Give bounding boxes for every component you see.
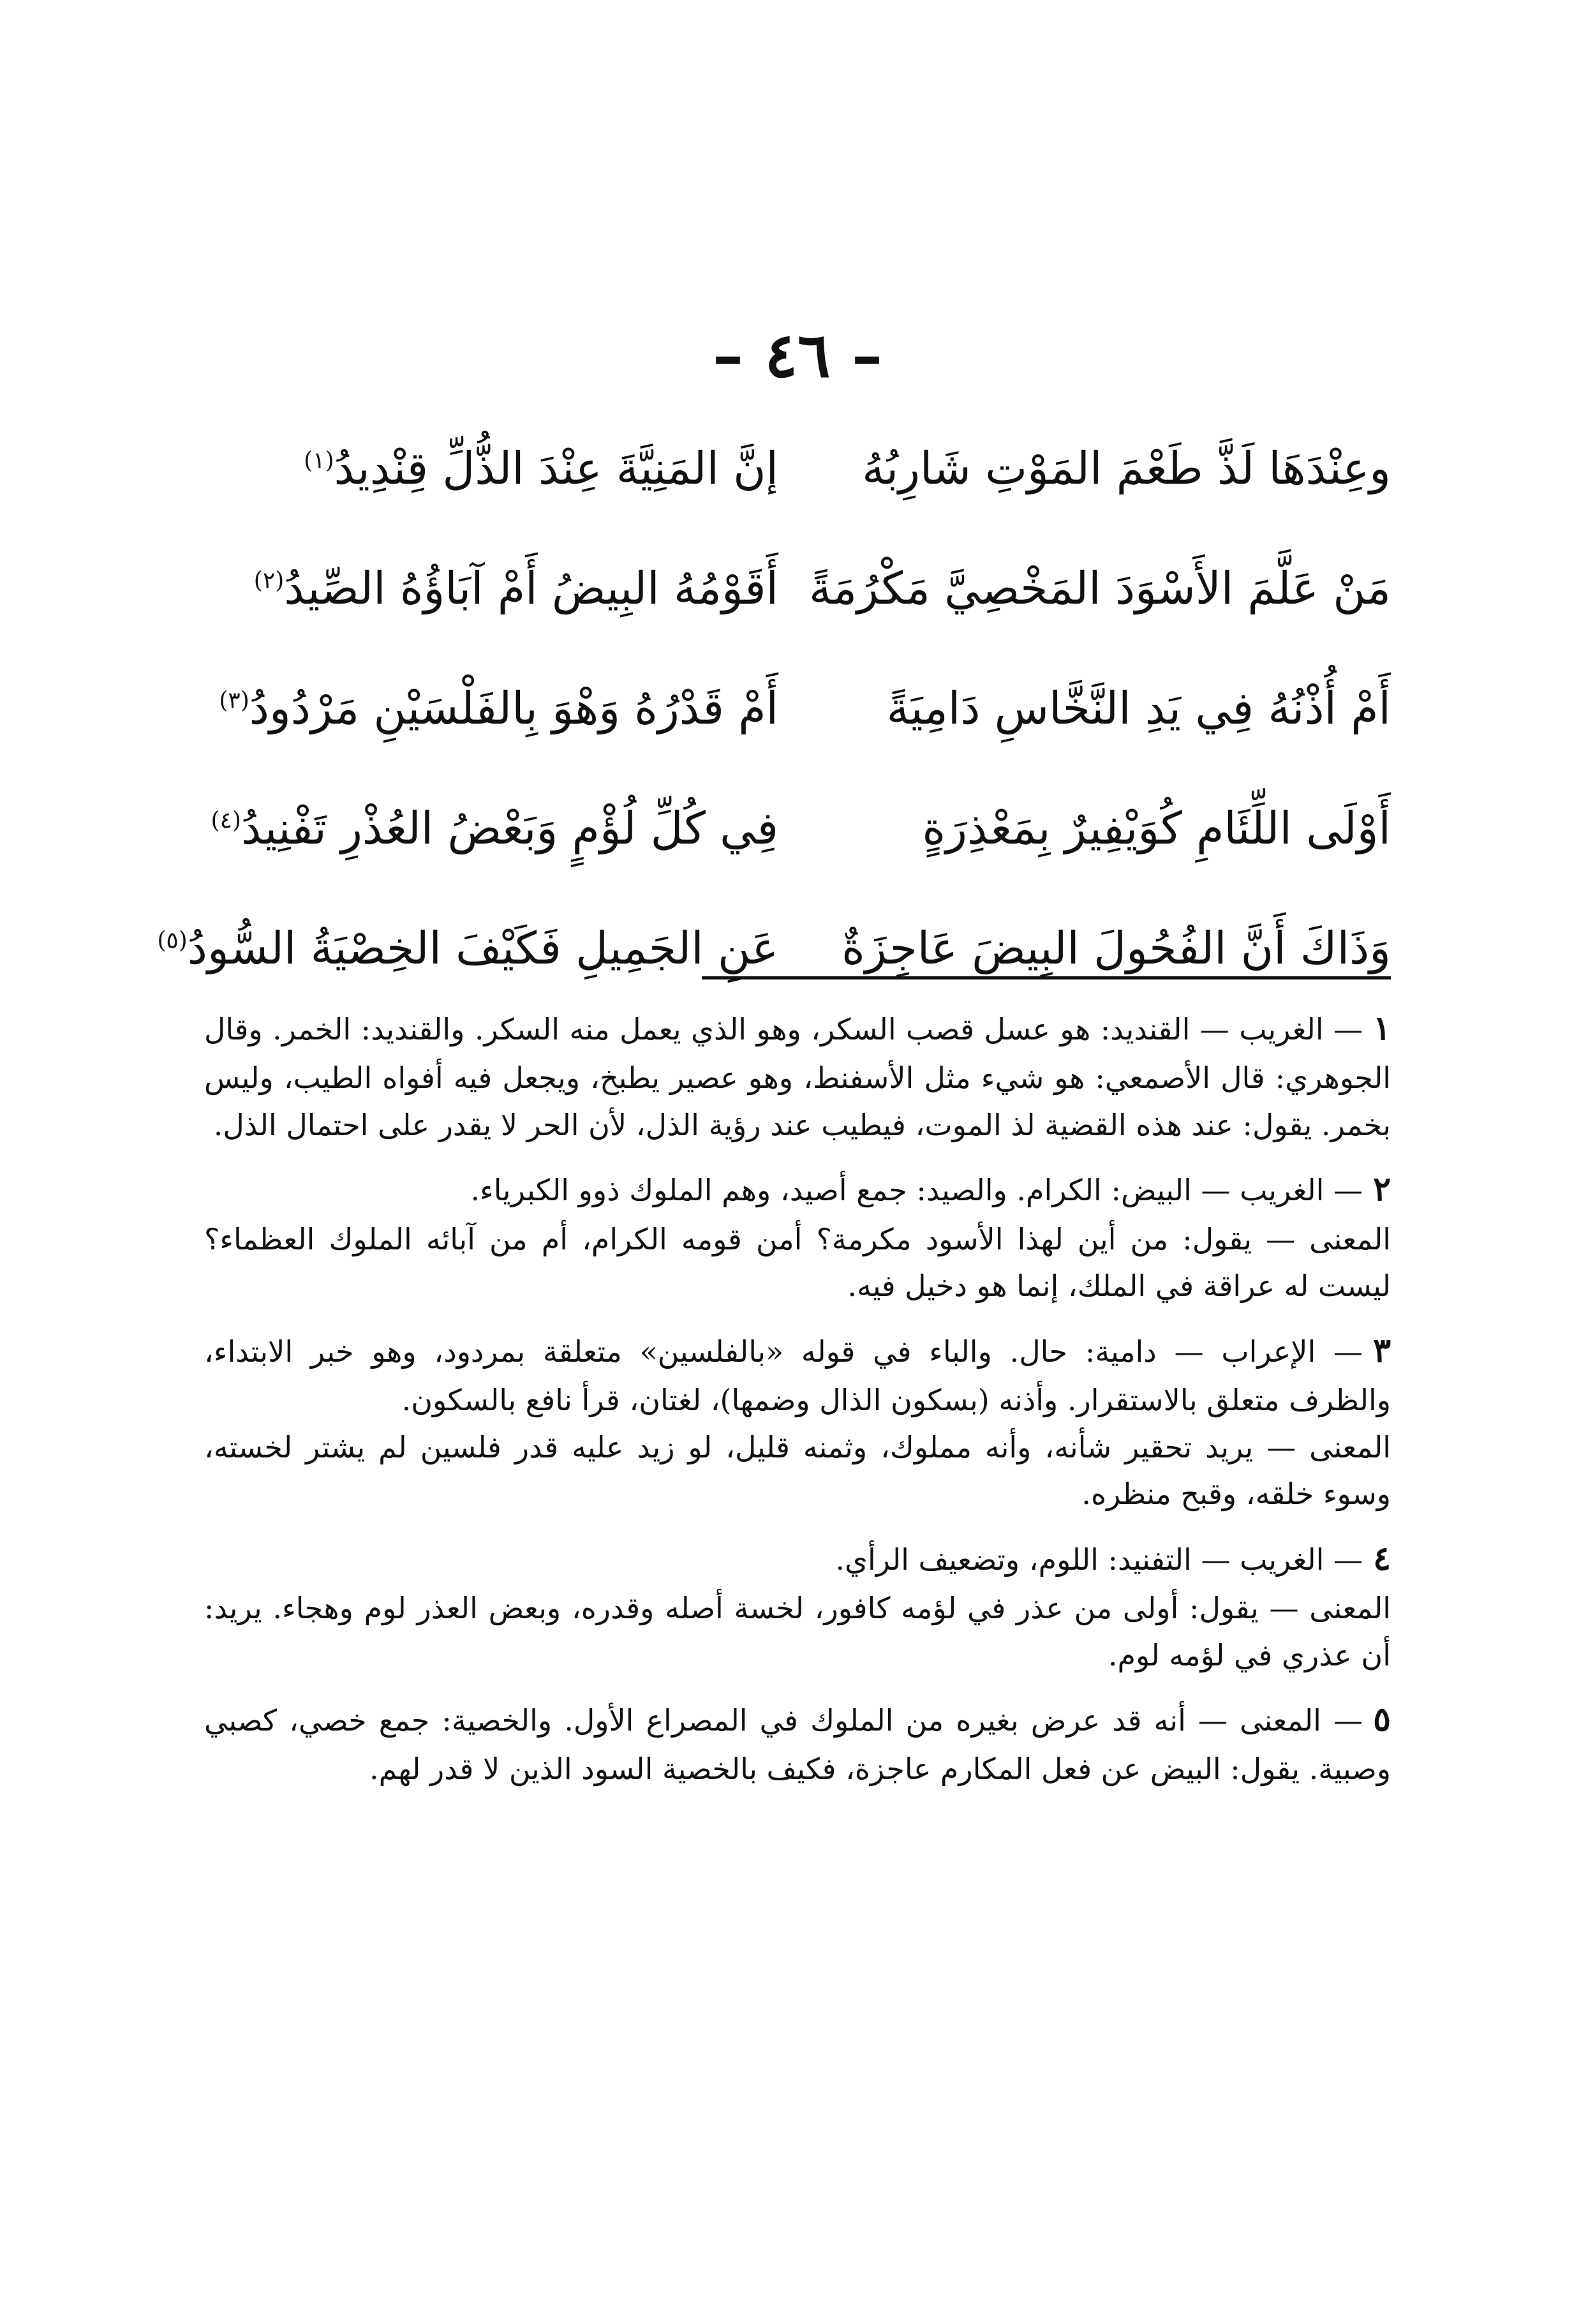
footnote-number: ١ xyxy=(1373,1009,1391,1048)
verse xyxy=(217,408,1391,528)
poem xyxy=(157,408,1391,1008)
verse-first-hemistich: أَمْ أُذْنُهُ فِي يَدِ النَّخَّاسِ دَامِيَةً xyxy=(886,682,1391,734)
verse-second-hemistich: أَقَوْمُهُ البِيضُ أَمْ آبَاؤُهُ الصِّيدُ$^{(٢)}$ xyxy=(253,562,778,615)
verse xyxy=(157,888,1391,1008)
footnote xyxy=(204,1693,1391,1793)
footnote-text: — الغريب — التفنيد: اللوم، وتضعيف الرأي. xyxy=(835,1542,1363,1577)
footnote-text: المعنى — يريد تحقير شأنه، وأنه مملوك، وثمنه قليل، لو زيد عليه قدر فلسين لم يشتر لخسته، وسوء خلقه، وقبح منظره. xyxy=(204,1429,1391,1512)
footnote-marker: (٤) xyxy=(211,807,241,834)
footnote xyxy=(204,1532,1391,1679)
footnote-number: ٣ xyxy=(1373,1330,1391,1370)
verse xyxy=(217,528,1391,648)
verse-second-hemistich: إنَّ المَنِيَّةَ عِنْدَ الذُّلِّ قِنْدِيدُ$^{(١)}$ xyxy=(304,442,778,495)
verse-first-hemistich: مَنْ عَلَّمَ الأَسْوَدَ المَخْصِيَّ مَكْرُمَةً xyxy=(809,562,1391,615)
footnote-text: — الغريب — البيض: الكرام. والصيد: جمع أصيد، وهم الملوك ذوو الكبرياء. xyxy=(470,1173,1363,1208)
footnote-number: ٥ xyxy=(1373,1700,1391,1739)
footnote-marker: (٢) xyxy=(253,567,285,594)
footnote-text: المعنى — يقول: أولى من عذر في لؤمه كافور، لخسة أصله وقدره، وبعض العذر لوم وهجاء. يريد: أن عذري في لؤمه لوم. xyxy=(204,1590,1391,1672)
footnote-text: — الغريب — القنديد: هو عسل قصب السكر، وهو الذي يعمل منه السكر. والقنديد: الخمر. وقال الجوهري: قال الأصمعي: هو شيء مثل الأسفنط، وهو عصير يطبخ، ويجعل فيه أفواه الطيب، وليس بخمر. يقول: عند هذه القضية لذ الموت، فيطيب عند رؤية الذل، لأن الحر لا يقدر على احتمال الذل. xyxy=(204,1012,1391,1142)
footnote xyxy=(204,1163,1391,1309)
footnote xyxy=(204,1002,1391,1149)
page-number: – ٤٦ – xyxy=(713,319,882,391)
verse-first-hemistich: وعِنْدَهَا لَذَّ طَعْمَ المَوْتِ شَارِبُهُ xyxy=(862,442,1391,495)
verse-second-hemistich: أَمْ قَدْرُهُ وَهْوَ بِالفَلْسَيْنِ مَرْدُودُ$^{(٣)}$ xyxy=(219,682,778,734)
footnote-marker: (١) xyxy=(304,447,334,474)
verse xyxy=(217,648,1391,768)
verse-first-hemistich: وَذَاكَ أَنَّ الفُحُولَ البِيضَ عَاجِزَةٌ xyxy=(842,921,1391,974)
verse xyxy=(211,768,1391,888)
footnote-number: ٢ xyxy=(1373,1170,1391,1209)
footnote-text: المعنى — يقول: من أين لهذا الأسود مكرمة؟ أمن قومه الكرام، أم من آبائه الملوك العظماء؟ ليست له عراقة في الملك، إنما هو دخيل فيه. xyxy=(204,1221,1391,1304)
footnote-marker: (٣) xyxy=(219,687,249,714)
verse-second-hemistich: فِي كُلِّ لُؤْمٍ وَبَعْضُ العُذْرِ تَفْنِيدُ$^{(٤)}$ xyxy=(211,801,778,854)
footnote-text: — المعنى — أنه قد عرض بغيره من الملوك في المصراع الأول. والخصية: جمع خصي، كصبي وصبية. يقول: البيض عن فعل المكارم عاجزة، فكيف بالخصية السود الذين لا قدر لهم. xyxy=(204,1703,1391,1787)
footnote-text: — الإعراب — دامية: حال. والباء في قوله «بالفلسين» متعلقة بمردود، وهو خبر الابتداء، والظرف متعلق بالاستقرار. وأذنه (بسكون الذال وضمها)، لغتان، قرأ نافع بالسكون. xyxy=(204,1334,1391,1417)
footnotes xyxy=(204,1002,1391,1807)
verse-second-hemistich: عَنِ الجَمِيلِ فَكَيْفَ الخِصْيَةُ السُّودُ$^{(٥)}$ xyxy=(157,921,778,974)
footnote xyxy=(204,1324,1391,1518)
footnote-marker: (٥) xyxy=(157,927,188,954)
footnote-number: ٤ xyxy=(1373,1538,1391,1578)
footnote-divider xyxy=(702,976,1391,980)
verse-first-hemistich: أَوْلَى اللِّئَامِ كُوَيْفِيرٌ بِمَعْذِرَةٍ xyxy=(922,801,1391,854)
